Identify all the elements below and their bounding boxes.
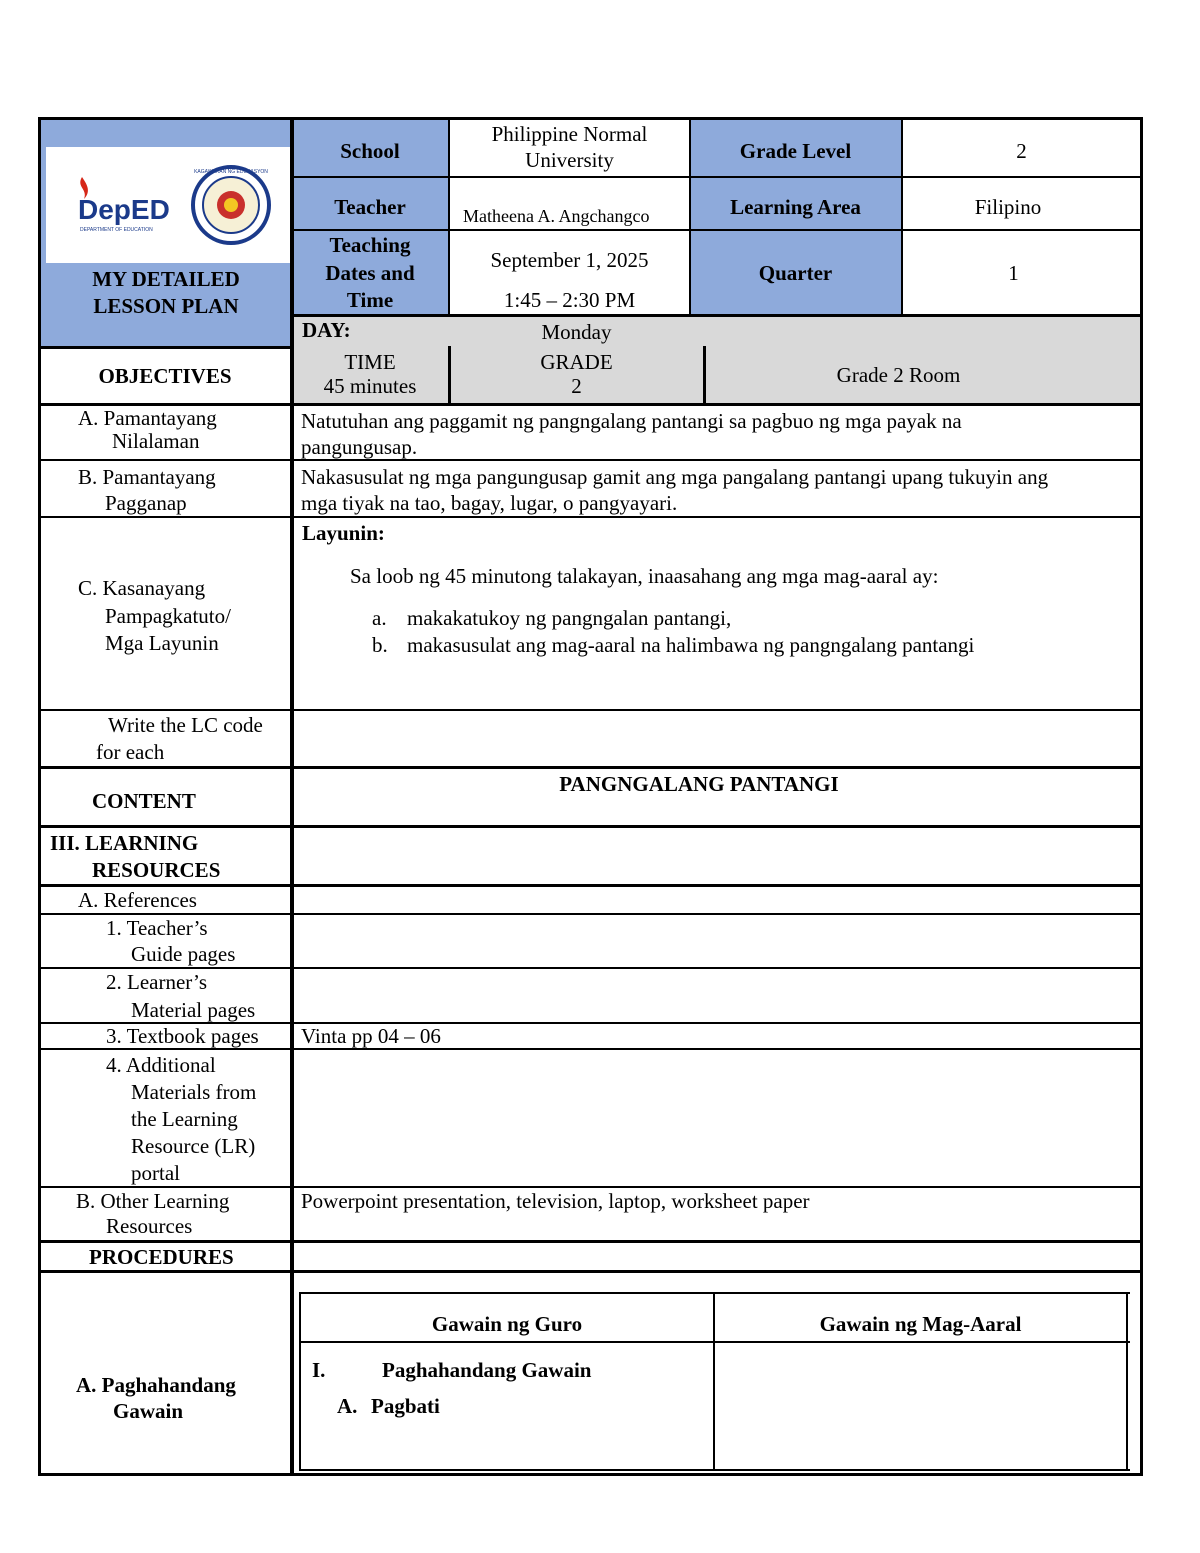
teacher-value: Matheena A. Angchangco: [463, 206, 650, 226]
deped-logo-text: DepED: [78, 194, 170, 225]
deped-logo-icon: [46, 147, 290, 263]
layunin-heading: Layunin:: [302, 521, 385, 545]
objective-c-label-2: Pampagkatuto/: [105, 604, 231, 628]
learners-material-label-2: Material pages: [131, 998, 256, 1022]
grade-level-label: Grade Level: [739, 139, 852, 163]
additional-materials-label-5: portal: [131, 1161, 180, 1185]
procedures-a-label-1: A. Paghahandang: [76, 1373, 236, 1397]
teachers-guide-label-1: 1. Teacher’s: [106, 916, 208, 940]
textbook-value: Vinta pp 04 – 06: [301, 1024, 441, 1048]
layunin-item-b-text: makasusulat ang mag-aaral na halimbawa ng pangngalang pantangi: [407, 633, 975, 657]
resources-heading-2: RESOURCES: [92, 858, 221, 882]
layunin-item-a-text: makakatukoy ng pangngalan pantangi,: [407, 606, 732, 630]
school-label: School: [340, 139, 400, 163]
additional-materials-label-1: 4. Additional: [106, 1053, 216, 1077]
dates-label-line-2: Dates and: [325, 261, 415, 285]
learning-area-value: Filipino: [974, 195, 1042, 219]
section-marker: I.: [312, 1358, 326, 1382]
layunin-item-a-marker: a.: [372, 606, 387, 630]
time-duration: 45 minutes: [323, 374, 417, 398]
objectives-heading: OBJECTIVES: [98, 364, 232, 388]
grade-label: GRADE: [540, 350, 613, 374]
other-resources-label-1: B. Other Learning: [76, 1189, 230, 1213]
layunin-item-b-marker: b.: [372, 633, 388, 657]
quarter-value: 1: [1008, 261, 1019, 285]
other-resources-label-2: Resources: [106, 1214, 193, 1238]
additional-materials-label-2: Materials from: [131, 1080, 257, 1104]
quarter-label: Quarter: [758, 261, 833, 285]
seal-ring-text: KAGAWARAN NG EDUKASYON: [194, 169, 268, 175]
grade-value: 2: [571, 374, 582, 398]
layunin-intro: Sa loob ng 45 minutong talakayan, inaasahang ang mga mag-aaral ay:: [350, 564, 939, 588]
day-label: DAY:: [302, 318, 351, 342]
teachers-guide-label-2: Guide pages: [131, 942, 236, 966]
room-value: Grade 2 Room: [836, 363, 961, 387]
additional-materials-label-3: the Learning: [131, 1107, 238, 1131]
additional-materials-label-4: Resource (LR): [131, 1134, 256, 1158]
day-value: Monday: [541, 320, 612, 344]
time-value: 1:45 – 2:30 PM: [503, 288, 636, 312]
learners-material-label-1: 2. Learner’s: [106, 970, 208, 994]
objective-b-value-2: mga tiyak na tao, bagay, lugar, o pangyayari.: [301, 491, 678, 515]
objective-b-label-1: B. Pamantayang: [78, 465, 216, 489]
lc-code-label-1: Write the LC code: [108, 713, 263, 737]
objective-a-label-1: A. Pamantayang: [78, 406, 217, 430]
content-value: PANGNGALANG PANTANGI: [559, 772, 839, 796]
deped-logo-subtext: DEPARTMENT OF EDUCATION: [80, 227, 153, 233]
objective-b-label-2: Pagganap: [105, 491, 187, 515]
objective-c-label-3: Mga Layunin: [105, 631, 219, 655]
other-resources-value: Powerpoint presentation, television, laptop, worksheet paper: [301, 1189, 810, 1213]
objective-b-value-1: Nakasusulat ng mga pangungusap gamit ang mga pangalang pantangi upang tukuyin ang: [301, 465, 1049, 489]
objective-c-label-1: C. Kasanayang: [78, 576, 206, 600]
sub-marker: A.: [337, 1394, 358, 1418]
school-value-line-1: Philippine Normal: [491, 122, 648, 146]
learning-area-label: Learning Area: [730, 195, 861, 219]
col-teacher-header: Gawain ng Guro: [431, 1312, 583, 1336]
lc-code-label-2: for each: [96, 740, 165, 764]
time-label: TIME: [344, 350, 396, 374]
col-student-header: Gawain ng Mag-Aaral: [819, 1312, 1022, 1336]
dates-label-line-3: Time: [346, 288, 394, 312]
plan-title-line-2: LESSON PLAN: [93, 294, 239, 318]
logo-panel: [46, 147, 290, 263]
section-title: Paghahandang Gawain: [382, 1358, 592, 1382]
procedures-a-label-2: Gawain: [113, 1399, 184, 1423]
procedures-heading: PROCEDURES: [89, 1245, 234, 1269]
teacher-label: Teacher: [334, 195, 406, 219]
sub-title: Pagbati: [371, 1394, 440, 1418]
objective-a-label-2: Nilalaman: [112, 429, 200, 453]
content-heading: CONTENT: [92, 789, 196, 813]
date-value: September 1, 2025: [490, 248, 649, 272]
school-value-line-2: University: [525, 148, 614, 172]
objective-a-value-1: Natutuhan ang paggamit ng pangngalang pantangi sa pagbuo ng mga payak na: [301, 409, 962, 433]
resources-heading-1: III. LEARNING: [50, 831, 199, 855]
dates-label-line-1: Teaching: [329, 233, 411, 257]
references-label: A. References: [78, 888, 197, 912]
textbook-label: 3. Textbook pages: [106, 1024, 259, 1048]
objective-a-value-2: pangungusap.: [301, 435, 418, 459]
plan-title-line-1: MY DETAILED: [92, 267, 240, 291]
grade-level-value: 2: [1016, 139, 1027, 163]
